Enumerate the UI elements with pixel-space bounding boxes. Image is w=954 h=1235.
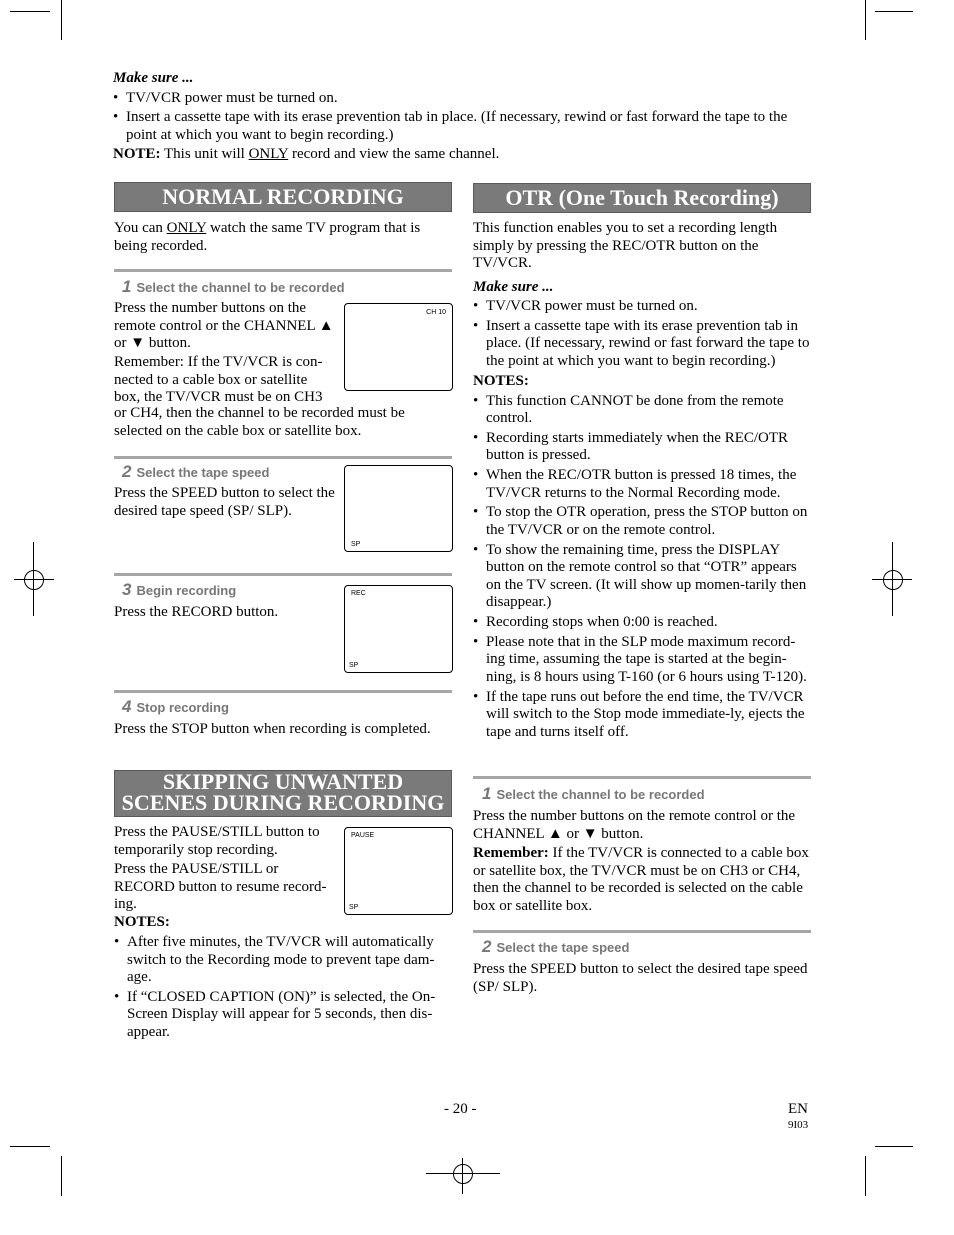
step-divider xyxy=(114,690,452,693)
otr-note: • To stop the OTR operation, press the STOP button on the TV/VCR or on the remote control. xyxy=(473,504,811,539)
step-title: Begin recording xyxy=(136,583,237,598)
otr-note: • To show the remaining time, press the DISPLAY button on the remote control so that “OTR” appears on the TV screen. (It will show up momen-tarily then disappear.) xyxy=(473,542,811,612)
normal-step4-heading xyxy=(122,697,229,717)
normal-step1-heading xyxy=(122,277,345,297)
otr-note: • If the tape runs out before the end time, the TV/VCR will switch to the Stop mode immediate-ly, ejects the tape and turns itself off. xyxy=(473,689,811,742)
intro-make-sure: Make sure ... xyxy=(113,70,194,86)
otr-note: • This function CANNOT be done from the remote control. xyxy=(473,393,811,428)
step-title: Select the channel to be recorded xyxy=(136,280,345,295)
step-divider xyxy=(473,930,811,933)
step-number: 2 xyxy=(122,462,132,481)
step-title: Select the tape speed xyxy=(136,465,270,480)
skip-p1: Press the PAUSE/STILL button to temporarily stop recording. xyxy=(114,824,320,858)
language-code: EN xyxy=(788,1101,808,1117)
screen-sp-label: SP xyxy=(349,904,359,911)
skip-note: • If “CLOSED CAPTION (ON)” is selected, the On-Screen Display will appear for 5 seconds, then dis-appear. xyxy=(114,989,452,1042)
otr-notes-label: NOTES: xyxy=(473,373,529,389)
skipping-banner xyxy=(114,770,452,817)
normal-step2-text: Press the SPEED button to select the desired tape speed (SP/ SLP). xyxy=(114,485,335,519)
otr-step1-text: Press the number buttons on the remote control or the CHANNEL ▲ or ▼ button. xyxy=(473,808,796,842)
otr-make-bullets xyxy=(473,298,811,370)
step-number: 2 xyxy=(482,937,492,956)
normal-recording-banner: NORMAL RECORDING xyxy=(114,182,452,212)
step-number: 1 xyxy=(122,277,132,296)
step-number: 1 xyxy=(482,784,492,803)
step-number: 3 xyxy=(122,580,132,599)
intro-note-pre: This unit will xyxy=(164,146,245,162)
otr-make-sure: Make sure ... xyxy=(473,278,554,295)
normal-step3-heading xyxy=(122,580,236,600)
intro-bullet: • Insert a cassette tape with its erase prevention tab in place. (If necessary, rewind or fast forward the tape to the point at which you want to begin recording.) xyxy=(113,109,813,144)
screen-channel-label: CH 10 xyxy=(426,309,446,316)
intro-bullet: • TV/VCR power must be turned on. xyxy=(113,90,813,108)
tv-screen-pause xyxy=(344,827,453,915)
skipping-banner-line2: SCENES DURING RECORDING xyxy=(121,790,445,815)
otr-step2-text: Press the SPEED button to select the desired tape speed (SP/ SLP). xyxy=(473,961,808,995)
normal-step1-remember-a: Remember: If the TV/VCR is con-nected to a cable box or satellite box, the TV/VCR must be on CH3 xyxy=(114,354,323,405)
step-divider xyxy=(114,573,452,576)
normal-intro-post: watch the same TV program that is being recorded. xyxy=(114,220,421,254)
skip-note: • After five minutes, the TV/VCR will automatically switch to the Recording mode to prevent tape dam-age. xyxy=(114,934,452,987)
remember-label: Remember: xyxy=(473,845,549,861)
intro-bullets xyxy=(113,90,813,145)
normal-intro xyxy=(114,220,452,255)
intro-note xyxy=(113,146,813,164)
otr-step1-remember xyxy=(473,845,811,915)
tv-screen-speed xyxy=(344,465,453,552)
otr-intro: This function enables you to set a recording length simply by pressing the REC/OTR button on the TV/VCR. xyxy=(473,220,778,271)
skip-p2: Press the PAUSE/STILL or RECORD button to resume record-ing. xyxy=(114,861,327,912)
skip-notes xyxy=(114,934,452,1041)
step-title: Select the tape speed xyxy=(496,940,630,955)
otr-note: • Please note that in the SLP mode maximum record-ing time, assuming the tape is started at the begin-ning, is 8 hours using T-160 (or 6 hours using T-120). xyxy=(473,634,811,687)
otr-step1-heading xyxy=(482,784,705,804)
skipping-banner-line1: SKIPPING UNWANTED xyxy=(162,769,404,794)
otr-banner: OTR (One Touch Recording) xyxy=(473,183,811,213)
otr-step1-body xyxy=(473,808,811,915)
normal-step4-text: Press the STOP button when recording is completed. xyxy=(114,721,431,737)
otr-notes xyxy=(473,393,811,742)
tv-screen-channel xyxy=(344,303,453,391)
screen-pause-label: PAUSE xyxy=(351,832,375,839)
step-divider xyxy=(473,776,811,779)
screen-sp-label: SP xyxy=(349,662,359,669)
otr-make-bullet: • Insert a cassette tape with its erase prevention tab in place. (If necessary, rewind or fast forward the tape to the point at which you want to begin recording.) xyxy=(473,318,811,371)
intro-note-only: ONLY xyxy=(248,146,289,162)
otr-step2-heading xyxy=(482,937,629,957)
otr-note: • Recording starts immediately when the REC/OTR button is pressed. xyxy=(473,430,811,465)
remember-text: If the TV/VCR is connected to a cable box or satellite box, the TV/VCR must be on CH3 or CH4, then the channel to be recorded is selected on the cable box or satellite box. xyxy=(473,845,809,914)
screen-speed-label: SP xyxy=(351,541,361,548)
otr-note: • Recording stops when 0:00 is reached. xyxy=(473,614,811,632)
normal-step3-text: Press the RECORD button. xyxy=(114,604,279,620)
normal-intro-pre: You can xyxy=(114,220,163,236)
otr-note: • When the REC/OTR button is pressed 18 times, the TV/VCR returns to the Normal Recording mode. xyxy=(473,467,811,502)
step-title: Stop recording xyxy=(136,700,229,715)
normal-step1-remember-b: or CH4, then the channel to be recorded must be selected on the cable box or satellite box. xyxy=(114,405,405,439)
step-divider xyxy=(114,456,452,459)
page-number: - 20 - xyxy=(444,1101,477,1117)
normal-intro-only: ONLY xyxy=(166,220,207,236)
intro-section xyxy=(113,70,813,164)
normal-step2-heading xyxy=(122,462,269,482)
intro-note-post: record and view the same channel. xyxy=(291,146,500,162)
skip-notes-label: NOTES: xyxy=(114,914,170,930)
normal-step1-text: Press the number buttons on the remote control or the CHANNEL ▲ or ▼ button. xyxy=(114,300,334,351)
step-number: 4 xyxy=(122,697,132,716)
screen-rec-label: REC xyxy=(351,590,366,597)
step-divider xyxy=(114,269,452,272)
model-code: 9I03 xyxy=(788,1119,809,1131)
step-title: Select the channel to be recorded xyxy=(496,787,705,802)
tv-screen-record xyxy=(344,585,453,673)
otr-section xyxy=(473,220,811,741)
otr-make-bullet: • TV/VCR power must be turned on. xyxy=(473,298,811,316)
intro-note-label: NOTE: xyxy=(113,146,161,162)
